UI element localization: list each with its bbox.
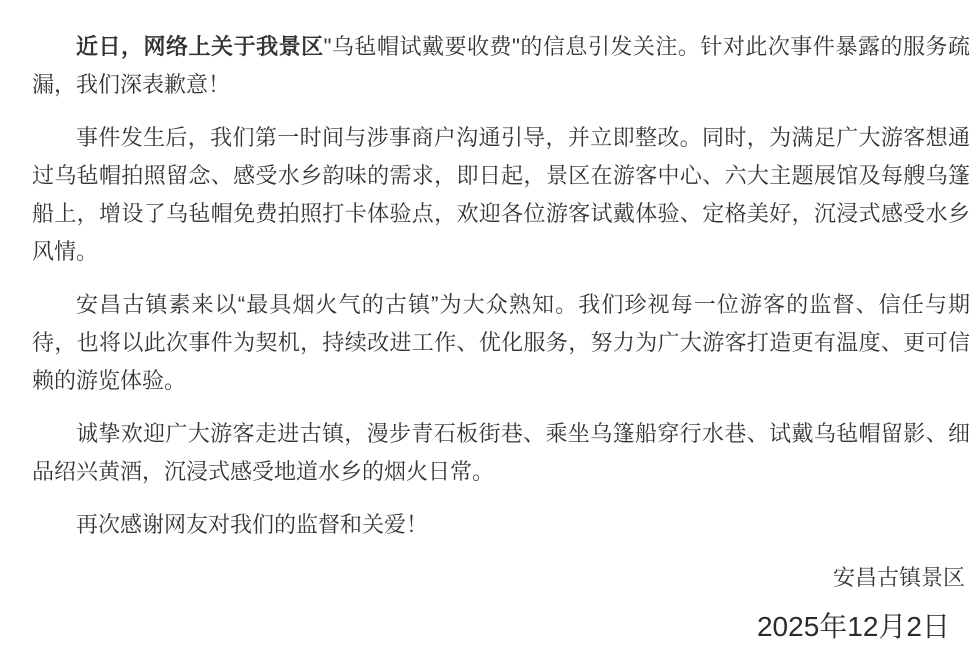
paragraph-commitment: 安昌古镇素来以“最具烟火气的古镇”为大众熟知。我们珍视每一位游客的监督、信任与期待，也将以此次事件为契机，持续改进工作、优化服务，努力为广大游客打造更有温度、更可信赖的游览体验。 [32,292,970,393]
statement-date: 2025年12月2日 [756,611,950,642]
paragraph-apology-body: "乌毡帽试戴要收费"的信息引发关注。针对此次事件暴露的服务疏漏，我们深表歉意！ [32,34,970,97]
paragraph-apology-lead: 近日，网络上关于我景区 [76,34,324,59]
paragraph-welcome: 诚挚欢迎广大游客走进古镇，漫步青石板街巷、乘坐乌篷船穿行水巷、试戴乌毡帽留影、细品绍兴黄酒，沉浸式感受地道水乡的烟火日常。 [32,421,970,484]
paragraph-thanks: 再次感谢网友对我们的监督和关爱！ [76,512,429,537]
signature: 安昌古镇景区 [832,565,965,590]
paragraph-measures: 事件发生后，我们第一时间与涉事商户沟通引导，并立即整改。同时，为满足广大游客想通过乌毡帽拍照留念、感受水乡韵味的需求，即日起，景区在游客中心、六大主题展馆及每艘乌篷船上，增设了乌毡帽免费拍照打卡体验点，欢迎各位游客试戴体验、定格美好，沉浸式感受水乡风情。 [32,125,970,264]
paragraph-apology [32,28,970,104]
